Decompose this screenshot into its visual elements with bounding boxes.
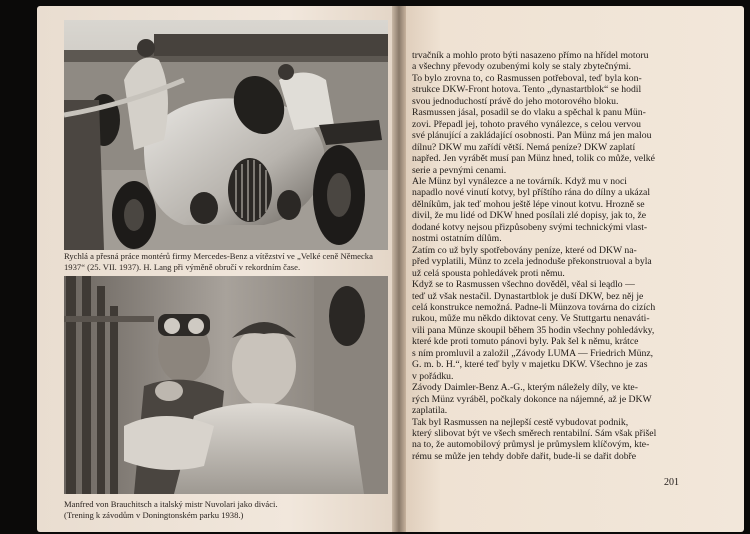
text-line: dílnu? DKW mu zařídí větší. Nemá peníze? DKW zaplatí xyxy=(412,141,636,153)
caption-top-line: Rychlá a přesná práce montérů firmy Mercedes-Benz a vítězství ve „Velké ceně Německa xyxy=(64,251,373,261)
photo-racing-car-pitstop xyxy=(64,20,388,250)
text-line: Když se to Rasmussen všechno dověděl, věal si leądlo — xyxy=(412,279,635,291)
caption-top-line: 1937“ (25. VII. 1937). H. Lang při výměně obručí v rekordním čase. xyxy=(64,261,301,272)
text-line: napřed. Jen vyrábět musí pan Münz hned, tolik co může, velké xyxy=(412,153,655,165)
text-line: celá konstrukce nemožná. Padne-li Münzova továrna do cizích xyxy=(412,301,656,313)
text-line: už celá spousta pohledávek proti němu. xyxy=(412,267,565,279)
page-number: 201 xyxy=(664,477,679,488)
text-line: které kde proti tomuto pánovi byly. Pak šel k němu, krátce xyxy=(412,336,639,348)
text-line: svou jednoduchostí právě do jeho motorového bloku. xyxy=(412,95,619,107)
text-line: který slibovat být ve všech směrech rentabilní. Sám však přišel xyxy=(412,427,657,439)
text-line: Rasmussen jásal, posadil se do vlaku a spěchal k panu Mün- xyxy=(412,107,646,119)
text-line: Tak byl Rasmussen na nejlepší cestě vybudovat podnik, xyxy=(412,416,629,428)
text-line: divil, že mu lidé od DKW hned posílali zlé dopisy, jak to, že xyxy=(412,210,647,222)
text-line: napadlo nové vinutí kotvy, byl příštího rána do dílny a ukázal xyxy=(412,187,651,199)
text-line: Závody Daimler-Benz A.-G., kterým náležely díly, ve kte- xyxy=(412,382,638,394)
text-line: rukou, může mu někdo diktovat ceny. Ve Stuttgartu nenaváti- xyxy=(412,313,650,325)
text-line: dělníkům, jak teď mohou ještě lépe vinout kotvu. Hrozně se xyxy=(412,198,645,210)
text-line: Zatím co už byly spotřebovány peníze, které od DKW na- xyxy=(412,244,637,256)
text-line: strukce DKW-Front hotova. Tento „dynastartblok“ se hodil xyxy=(412,84,642,96)
text-line: serie a pevnými cenami. xyxy=(412,164,507,176)
text-line: před vyplatili, Münz to zcela jednoduše překonstruoval a byla xyxy=(412,256,652,268)
text-line: zovi. Přepadl jej, tohoto pravého vynálezce, s celou vervou xyxy=(412,118,641,130)
caption-top xyxy=(64,251,388,272)
text-line: rému se může jen tehdy dobře dařit, bude-li se dařit dobře xyxy=(412,450,637,462)
text-line: Ale Münz byl vynálezce a ne továrník. Když mu v noci xyxy=(412,175,627,187)
text-line: teď už však nestačil. Dynastartblok je duší DKW, bez něj je xyxy=(412,290,644,302)
text-line: s ním promluvil a založil „Závody LUMA — Friedrich Münz, xyxy=(412,347,654,359)
text-line: vili pana Münze skoupil během 35 hodin všechny pohledávky, xyxy=(412,324,655,336)
text-line: na to, že automobilový průmysl je průmyslem klíčovým, kte- xyxy=(412,439,650,451)
text-line: rých Münz vyráběl, počkaly dokonce na nájemné, až je DKW xyxy=(412,393,652,405)
caption-bottom xyxy=(64,499,388,520)
book-gutter xyxy=(392,6,406,532)
text-line: trvačník a mohlo proto býti nasazeno přímo na hřídel motoru xyxy=(412,50,649,61)
text-line: v pořádku. xyxy=(412,370,454,382)
text-line: nostmi ostatním dílům. xyxy=(412,233,502,245)
text-line: a všechny převody ozubenými koly se staly zbytečnými. xyxy=(412,61,631,73)
caption-bottom-line: Manfred von Brauchitsch a italský mistr Nuvolari jako diváci. xyxy=(64,499,278,509)
photo-drivers-spectators xyxy=(64,276,388,494)
text-line: své plánující a zakládající osobnosti. Pan Münz má jen malou xyxy=(412,130,652,142)
text-line: zaplatila. xyxy=(412,405,448,417)
body-text xyxy=(412,50,700,462)
caption-bottom-line: (Trening k závodům v Doningtonském parku 1938.) xyxy=(64,509,244,520)
text-line: To bylo zrovna to, co Rasmussen potřeboval, teď byla kon- xyxy=(412,72,642,84)
text-line: dodané kotvy nejsou přizpůsobeny svými technickými vlast- xyxy=(412,221,648,233)
text-line: G. m. b. H.“, které teď byly v majetku DKW. Všechno je zas xyxy=(412,359,648,371)
